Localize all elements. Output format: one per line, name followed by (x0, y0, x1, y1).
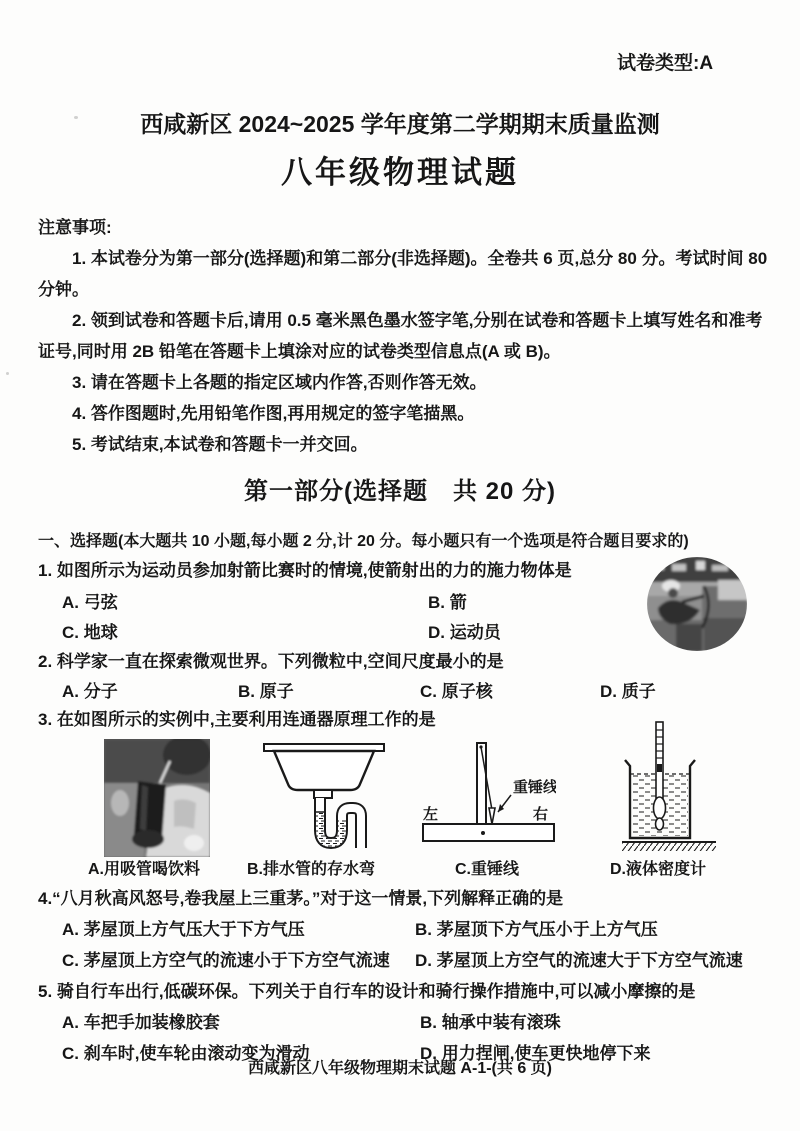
archer-photo (646, 556, 748, 652)
q4-stem: 4.“八月秋高风怒号,卷我屋上三重茅。”对于这一情景,下列解释正确的是 (38, 889, 564, 908)
q2-option-b: B. 原子 (238, 682, 294, 701)
section-title: 第一部分(选择题 共 20 分) (243, 478, 556, 505)
q3-stem: 3. 在如图所示的实例中,主要利用连通器原理工作的是 (38, 710, 436, 729)
sink-trap-figure (262, 742, 387, 852)
sink-trap-drawing (264, 744, 384, 848)
q4-option-a: A. 茅屋顶上方气压大于下方气压 (62, 920, 305, 939)
plumb-line-figure (421, 740, 556, 844)
section-intro: 一、选择题(本大题共 10 小题,每小题 2 分,计 20 分。每小题只有一个选项是符合题目要求的) (38, 533, 689, 550)
q5-option-b: B. 轴承中装有滚珠 (420, 1013, 561, 1032)
note-item-4: 4. 答作图题时,先用铅笔作图,再用规定的签字笔描黑。 (72, 404, 475, 423)
q1-option-a: A. 弓弦 (62, 593, 118, 612)
fig-b-caption: B.排水管的存水弯 (247, 861, 376, 878)
note-item-5: 5. 考试结束,本试卷和答题卡一并交回。 (72, 435, 368, 454)
note-item-3: 3. 请在答题卡上各题的指定区域内作答,否则作答无效。 (72, 373, 487, 392)
q5-stem: 5. 骑自行车出行,低碳环保。下列关于自行车的设计和骑行操作措施中,可以减小摩擦的是 (38, 982, 696, 1001)
plumb-left-label: 左 (423, 806, 439, 823)
straw-drink-photo (104, 739, 210, 857)
straw-photo-content (104, 739, 210, 857)
scan-artifact (6, 372, 9, 375)
q1-stem: 1. 如图所示为运动员参加射箭比赛时的情境,使箭射出的力的施力物体是 (38, 561, 572, 580)
q4-option-b: B. 茅屋顶下方气压小于上方气压 (415, 920, 658, 939)
note-item-2: 2. 领到试卷和答题卡后,请用 0.5 毫米黑色墨水签字笔,分别在试卷和答题卡上填写姓名和准考证号,同时用 2B 铅笔在答题卡上填涂对应的试卷类型信息点(A 或 B)。 (38, 311, 763, 361)
q1-option-c: C. 地球 (62, 623, 118, 642)
q4-option-c: C. 茅屋顶上方空气的流速小于下方空气流速 (62, 951, 390, 970)
archer-photo-content (646, 556, 748, 652)
notes-heading: 注意事项: (38, 218, 112, 237)
q2-stem: 2. 科学家一直在探索微观世界。下列微粒中,空间尺度最小的是 (38, 652, 504, 671)
q1-option-b: B. 箭 (428, 593, 467, 612)
fig-c-caption: C.重锤线 (455, 861, 520, 878)
paper-type-label: 试卷类型:A (617, 53, 714, 74)
hydrometer-figure (620, 718, 720, 858)
fig-a-caption: A.用吸管喝饮料 (88, 861, 201, 878)
exam-subtitle: 八年级物理试题 (281, 155, 519, 190)
plumb-line-label: 重锤线 (513, 779, 556, 796)
q5-option-d: D. 用力捏闸,使车更快地停下来 (420, 1044, 651, 1063)
q2-option-a: A. 分子 (62, 682, 118, 701)
q2-option-d: D. 质子 (600, 682, 656, 701)
q5-option-c: C. 刹车时,使车轮由滚动变为滑动 (62, 1044, 310, 1063)
q2-option-c: C. 原子核 (420, 682, 493, 701)
hydrometer-drawing (622, 722, 716, 851)
plumb-right-label: 右 (533, 806, 549, 823)
q1-option-d: D. 运动员 (428, 623, 501, 642)
q4-option-d: D. 茅屋顶上方空气的流速大于下方空气流速 (415, 951, 743, 970)
exam-title: 西咸新区 2024~2025 学年度第二学期期末质量监测 (140, 111, 660, 137)
q5-option-a: A. 车把手加装橡胶套 (62, 1013, 220, 1032)
fig-d-caption: D.液体密度计 (610, 861, 707, 878)
page-footer: 西咸新区八年级物理期末试题 A-1-(共 6 页) (247, 1060, 552, 1077)
note-item-1: 1. 本试卷分为第一部分(选择题)和第二部分(非选择题)。全卷共 6 页,总分 80 分。考试时间 80 分钟。 (38, 249, 768, 299)
notice-block (38, 212, 770, 460)
